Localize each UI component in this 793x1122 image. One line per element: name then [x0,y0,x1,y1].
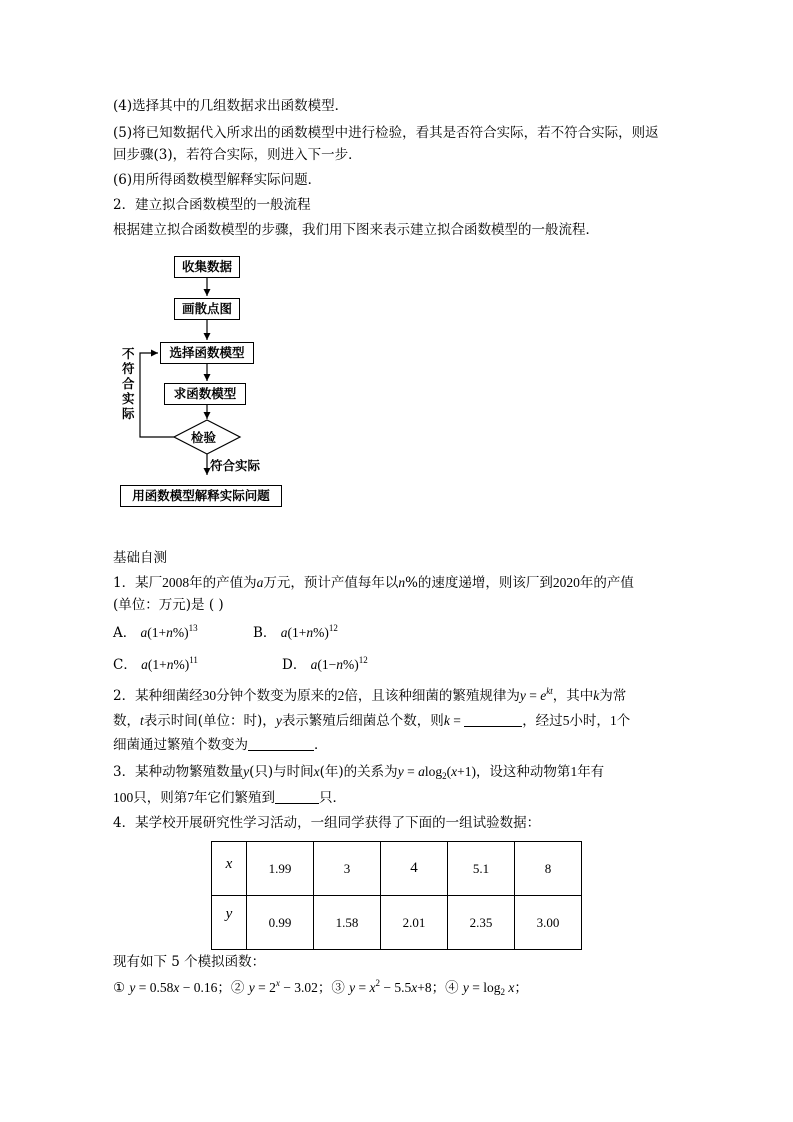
table-cell: 4 [381,842,448,896]
table-cell: 2.35 [448,896,515,950]
flow-solve-model: 求函数模型 [164,383,246,405]
q3-blank[interactable] [275,789,319,804]
flow-collect-data: 收集数据 [174,256,240,278]
q1-line2: (单位：万元)是 ( ) [113,597,224,613]
q4-data-table [211,841,582,950]
selftest-heading: 基础自测 [113,550,167,566]
section-2-intro: 根据建立拟合函数模型的步骤，我们用下图来表示建立拟合函数模型的一般流程． [113,222,599,238]
flow-explain: 用函数模型解释实际问题 [120,485,282,507]
table-row-x [212,842,582,896]
table-cell: 0.99 [247,896,314,950]
flow-scatter-plot: 画散点图 [174,298,240,320]
table-row-y [212,896,582,950]
table-cell: 3 [314,842,381,896]
flow-fits-label: 符合实际 [210,458,261,473]
q4-text: 4．某学校开展研究性学习活动，一组同学获得了下面的一组试验数据： [113,815,541,831]
q2-line2: 数，t表示时间(单位：时)，y表示繁殖后细菌总个数，则k = ，经过5小时，1个 [113,713,631,729]
q3-line1: 3．某种动物繁殖数量y(只)与时间x(年)的关系为y = alog$_2$(x+1)，设这种动物第1年有 [113,764,605,781]
q2-line1: 2．某种细菌经30分钟个数变为原来的2倍，且该种细菌的繁殖规律为$y = e^{kt}$，其中k为常 [113,686,627,704]
q1-option-b: B． $a(1+n\%)^{12}$ [253,623,338,641]
table-cell: 1.58 [314,896,381,950]
table-cell: 3.00 [515,896,582,950]
q1-option-c: C． $a(1+n\%)^{11}$ [113,655,198,673]
flow-check-label: 检验 [191,430,217,445]
table-header-x: x [212,842,247,896]
q4-intro: 现有如下 5 个模拟函数： [113,954,266,970]
q2-blank-k[interactable] [464,712,522,727]
q2-blank-count[interactable] [248,736,314,751]
flow-not-fit-label: 不 符 合 实 际 [122,346,135,421]
section-2-title: 2．建立拟合函数模型的一般流程 [113,197,311,213]
step-6: (6)用所得函数模型解释实际问题． [113,172,322,188]
q2-line3: 细菌通过繁殖个数变为 ． [113,737,328,753]
step-5-line1: (5)将已知数据代入所求出的函数模型中进行检验，看其是否符合实际，若不符合实际，则返 [113,125,659,141]
step-5-line2: 回步骤(3)，若符合实际，则进入下一步． [113,147,362,163]
q1-option-d: D． $a(1-n\%)^{12}$ [282,655,368,673]
q1-option-a: A． $a(1+n\%)^{13}$ [113,623,198,641]
flow-choose-model: 选择函数模型 [160,342,254,364]
table-cell: 8 [515,842,582,896]
q1-line1: 1．某厂2008年的产值为a万元，预计产值每年以n%的速度递增，则该厂到2020年的产值 [113,575,634,591]
table-header-y: y [212,896,247,950]
flowchart [110,250,310,510]
table-cell: 1.99 [247,842,314,896]
step-4: (4)选择其中的几组数据求出函数模型． [113,98,349,114]
q4-functions: ① y = 0.58x − 0.16；② $y = 2^x - 3.02$；③ $y = x^2 - 5.5x+8$；④ $y = \log_2 x$； [113,978,528,997]
table-cell: 2.01 [381,896,448,950]
table-cell: 5.1 [448,842,515,896]
q3-line2: 100只，则第7年它们繁殖到 只． [113,790,346,806]
